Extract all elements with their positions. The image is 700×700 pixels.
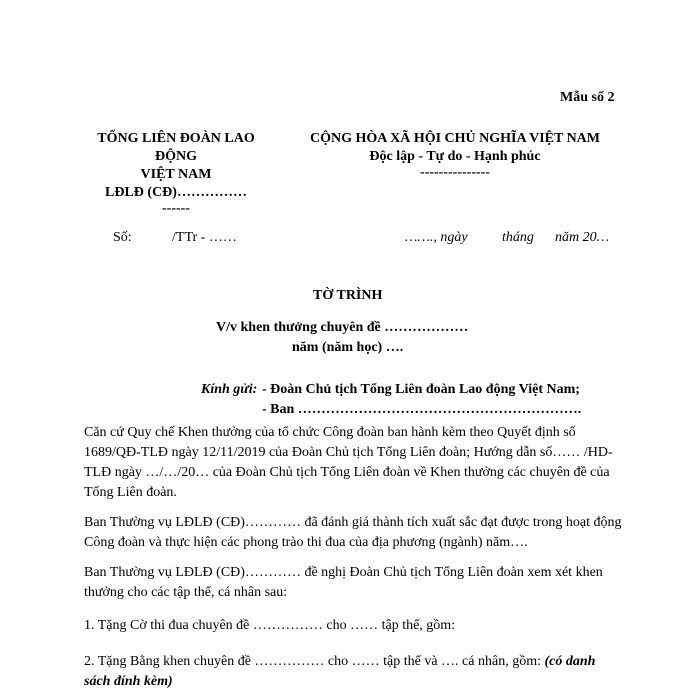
number-label: Số: [113, 230, 132, 245]
left-underline: ------ [162, 201, 190, 216]
paragraph-proposal: Ban Thường vụ LĐLĐ (CĐ)………… đề nghị Đoàn Chủ tịch Tổng Liên đoàn xem xét khen thưởng cho các tập thể, cá nhân sau: [84, 565, 603, 600]
left-header [84, 130, 268, 216]
item-certificate-text: 2. Tặng Bằng khen chuyên đề …………… cho …… tập thể và …. cá nhân, gồm: [84, 654, 541, 669]
date-year: năm 20… [555, 230, 610, 245]
form-number: Mẫu số 2 [560, 90, 615, 105]
recipient-line1: - Đoàn Chủ tịch Tổng Liên đoàn Lao động Việt Nam; [262, 382, 580, 397]
paragraph-legal-basis: Căn cứ Quy chế Khen thưởng của tổ chức Công đoàn ban hành kèm theo Quyết định số 1689/QĐ-TLĐ ngày 12/11/2019 của Đoàn Chủ tịch Tổng Liên đoàn; Hướng dẫn số…… /HD-TLĐ ngày …/…/20… của Đoàn Chủ tịch Tổng Liên đoàn về Khen thưởng các chuyên đề của Tổng Liên đoàn. [84, 425, 613, 500]
country-name: CỘNG HÒA XÃ HỘI CHỦ NGHĨA VIỆT NAM [309, 131, 600, 146]
subject-line2: năm (năm học) …. [292, 340, 404, 355]
date-month: tháng [502, 230, 534, 245]
org-name-line1: TỔNG LIÊN ĐOÀN LAO [97, 131, 255, 146]
item-certificate-note: (có danh sách đính kèm) [84, 654, 596, 689]
item-certificate [84, 652, 624, 692]
recipient-label: Kính gửi: [201, 382, 258, 397]
org-name-line3: VIỆT NAM [140, 167, 212, 182]
org-name-line2: ĐỘNG [155, 149, 197, 164]
document-title: TỜ TRÌNH [313, 288, 383, 303]
item-emulation-flag: 1. Tặng Cờ thi đua chuyên đề …………… cho …… tập thể, gồm: [84, 618, 456, 633]
right-underline: --------------- [420, 165, 490, 180]
date-place: ……., ngày [405, 230, 468, 245]
subject-line1: V/v khen thưởng chuyên đề ……………… [216, 320, 469, 335]
motto: Độc lập - Tự do - Hạnh phúc [369, 149, 541, 164]
unit-name: LĐLĐ (CĐ)…………… [105, 185, 247, 200]
right-header [280, 130, 630, 180]
paragraph-assessment: Ban Thường vụ LĐLĐ (CĐ)………… đã đánh giá thành tích xuất sắc đạt được trong hoạt động Công đoàn và thực hiện các phong trào thi đua của địa phương (ngành) năm…. [84, 515, 622, 550]
number-value: /TTr - …… [172, 230, 237, 245]
recipient-line2: - Ban ……………………………………………………. [262, 402, 582, 417]
